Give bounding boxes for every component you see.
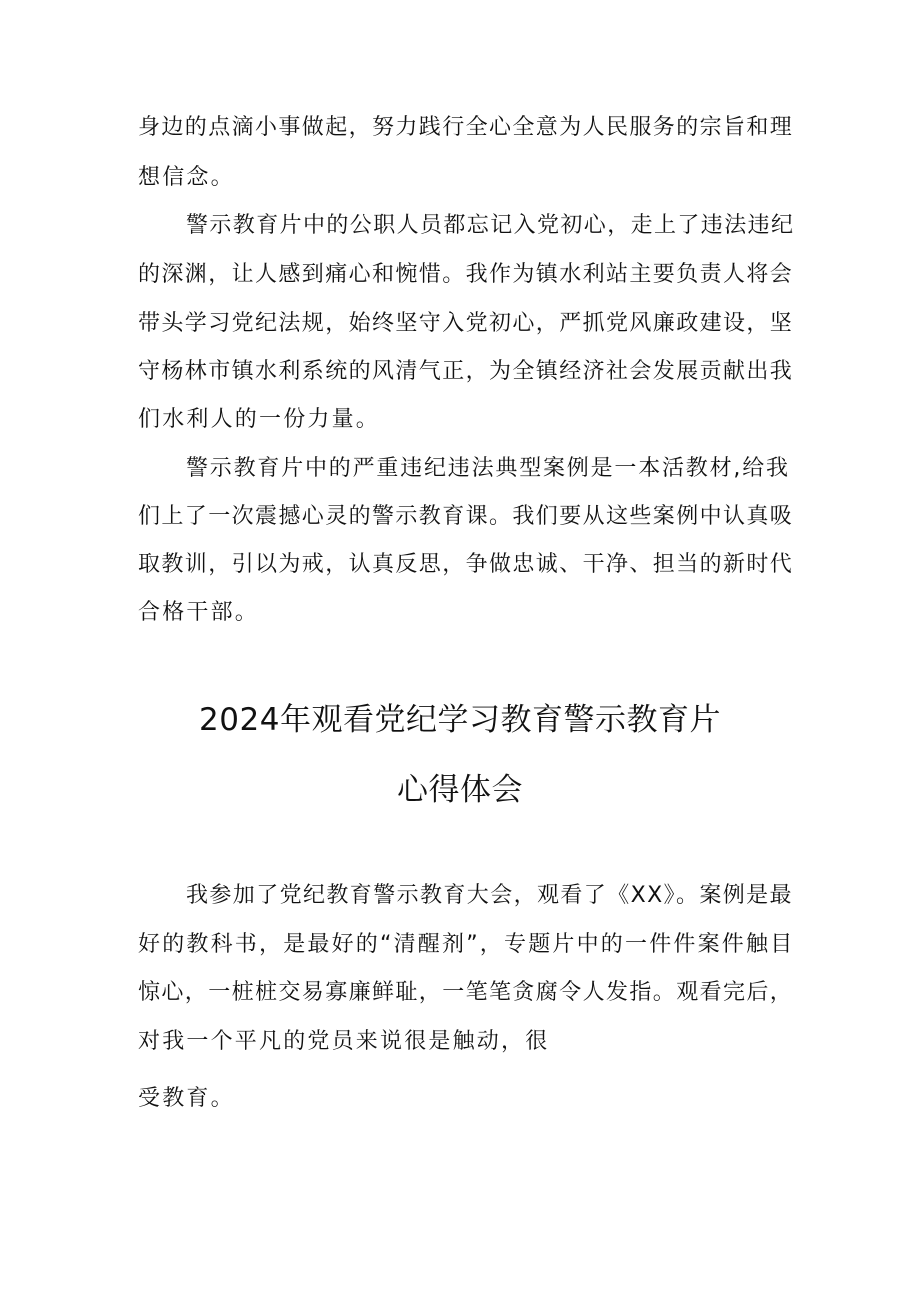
paragraph-1-line-2: 想信念。 [138, 165, 235, 190]
paragraph-3-line-3: 取教训，引以为戒，认真反思，争做忠诚、干净、担当的新时代 [138, 552, 794, 577]
paragraph-1-line-1: 身边的点滴小事做起，努力践行全心全意为人民服务的宗旨和理 [138, 115, 794, 140]
paragraph-3-line-2: 们上了一次震撼心灵的警示教育课。我们要从这些案例中认真吸 [138, 504, 794, 529]
body-paragraph-line-2: 好的教科书，是最好的“清醒剂”，专题片中的一件件案件触目 [138, 932, 795, 957]
body-paragraph-line-5: 受教育。 [138, 1086, 235, 1111]
article-title-line-2: 心得体会 [397, 772, 523, 808]
article-title-line-1: 2024年观看党纪学习教育警示教育片 [199, 702, 721, 738]
paragraph-3-line-4: 合格干部。 [138, 600, 260, 625]
paragraph-3-line-1: 警示教育片中的严重违纪违法典型案例是一本活教材,给我 [186, 456, 790, 481]
paragraph-2-line-5: 们水利人的一份力量。 [138, 407, 381, 432]
body-paragraph-line-1: 我参加了党纪教育警示教育大会，观看了《XX》。案例是最 [186, 883, 793, 908]
paragraph-2-line-2: 的深渊，让人感到痛心和惋惜。我作为镇水利站主要负责人将会 [138, 262, 794, 287]
paragraph-2-line-4: 守杨林市镇水利系统的风清气正，为全镇经济社会发展贡献出我 [138, 359, 794, 384]
paragraph-2-line-3: 带头学习党纪法规，始终坚守入党初心，严抓党风廉政建设，坚 [138, 311, 794, 336]
body-paragraph-line-3: 惊心，一桩桩交易寡廉鲜耻，一笔笔贪腐令人发指。观看完后， [138, 980, 794, 1005]
body-paragraph-line-4: 对我一个平凡的党员来说很是触动，很 [138, 1029, 550, 1054]
paragraph-2-line-1: 警示教育片中的公职人员都忘记入党初心，走上了违法违纪 [186, 213, 795, 238]
